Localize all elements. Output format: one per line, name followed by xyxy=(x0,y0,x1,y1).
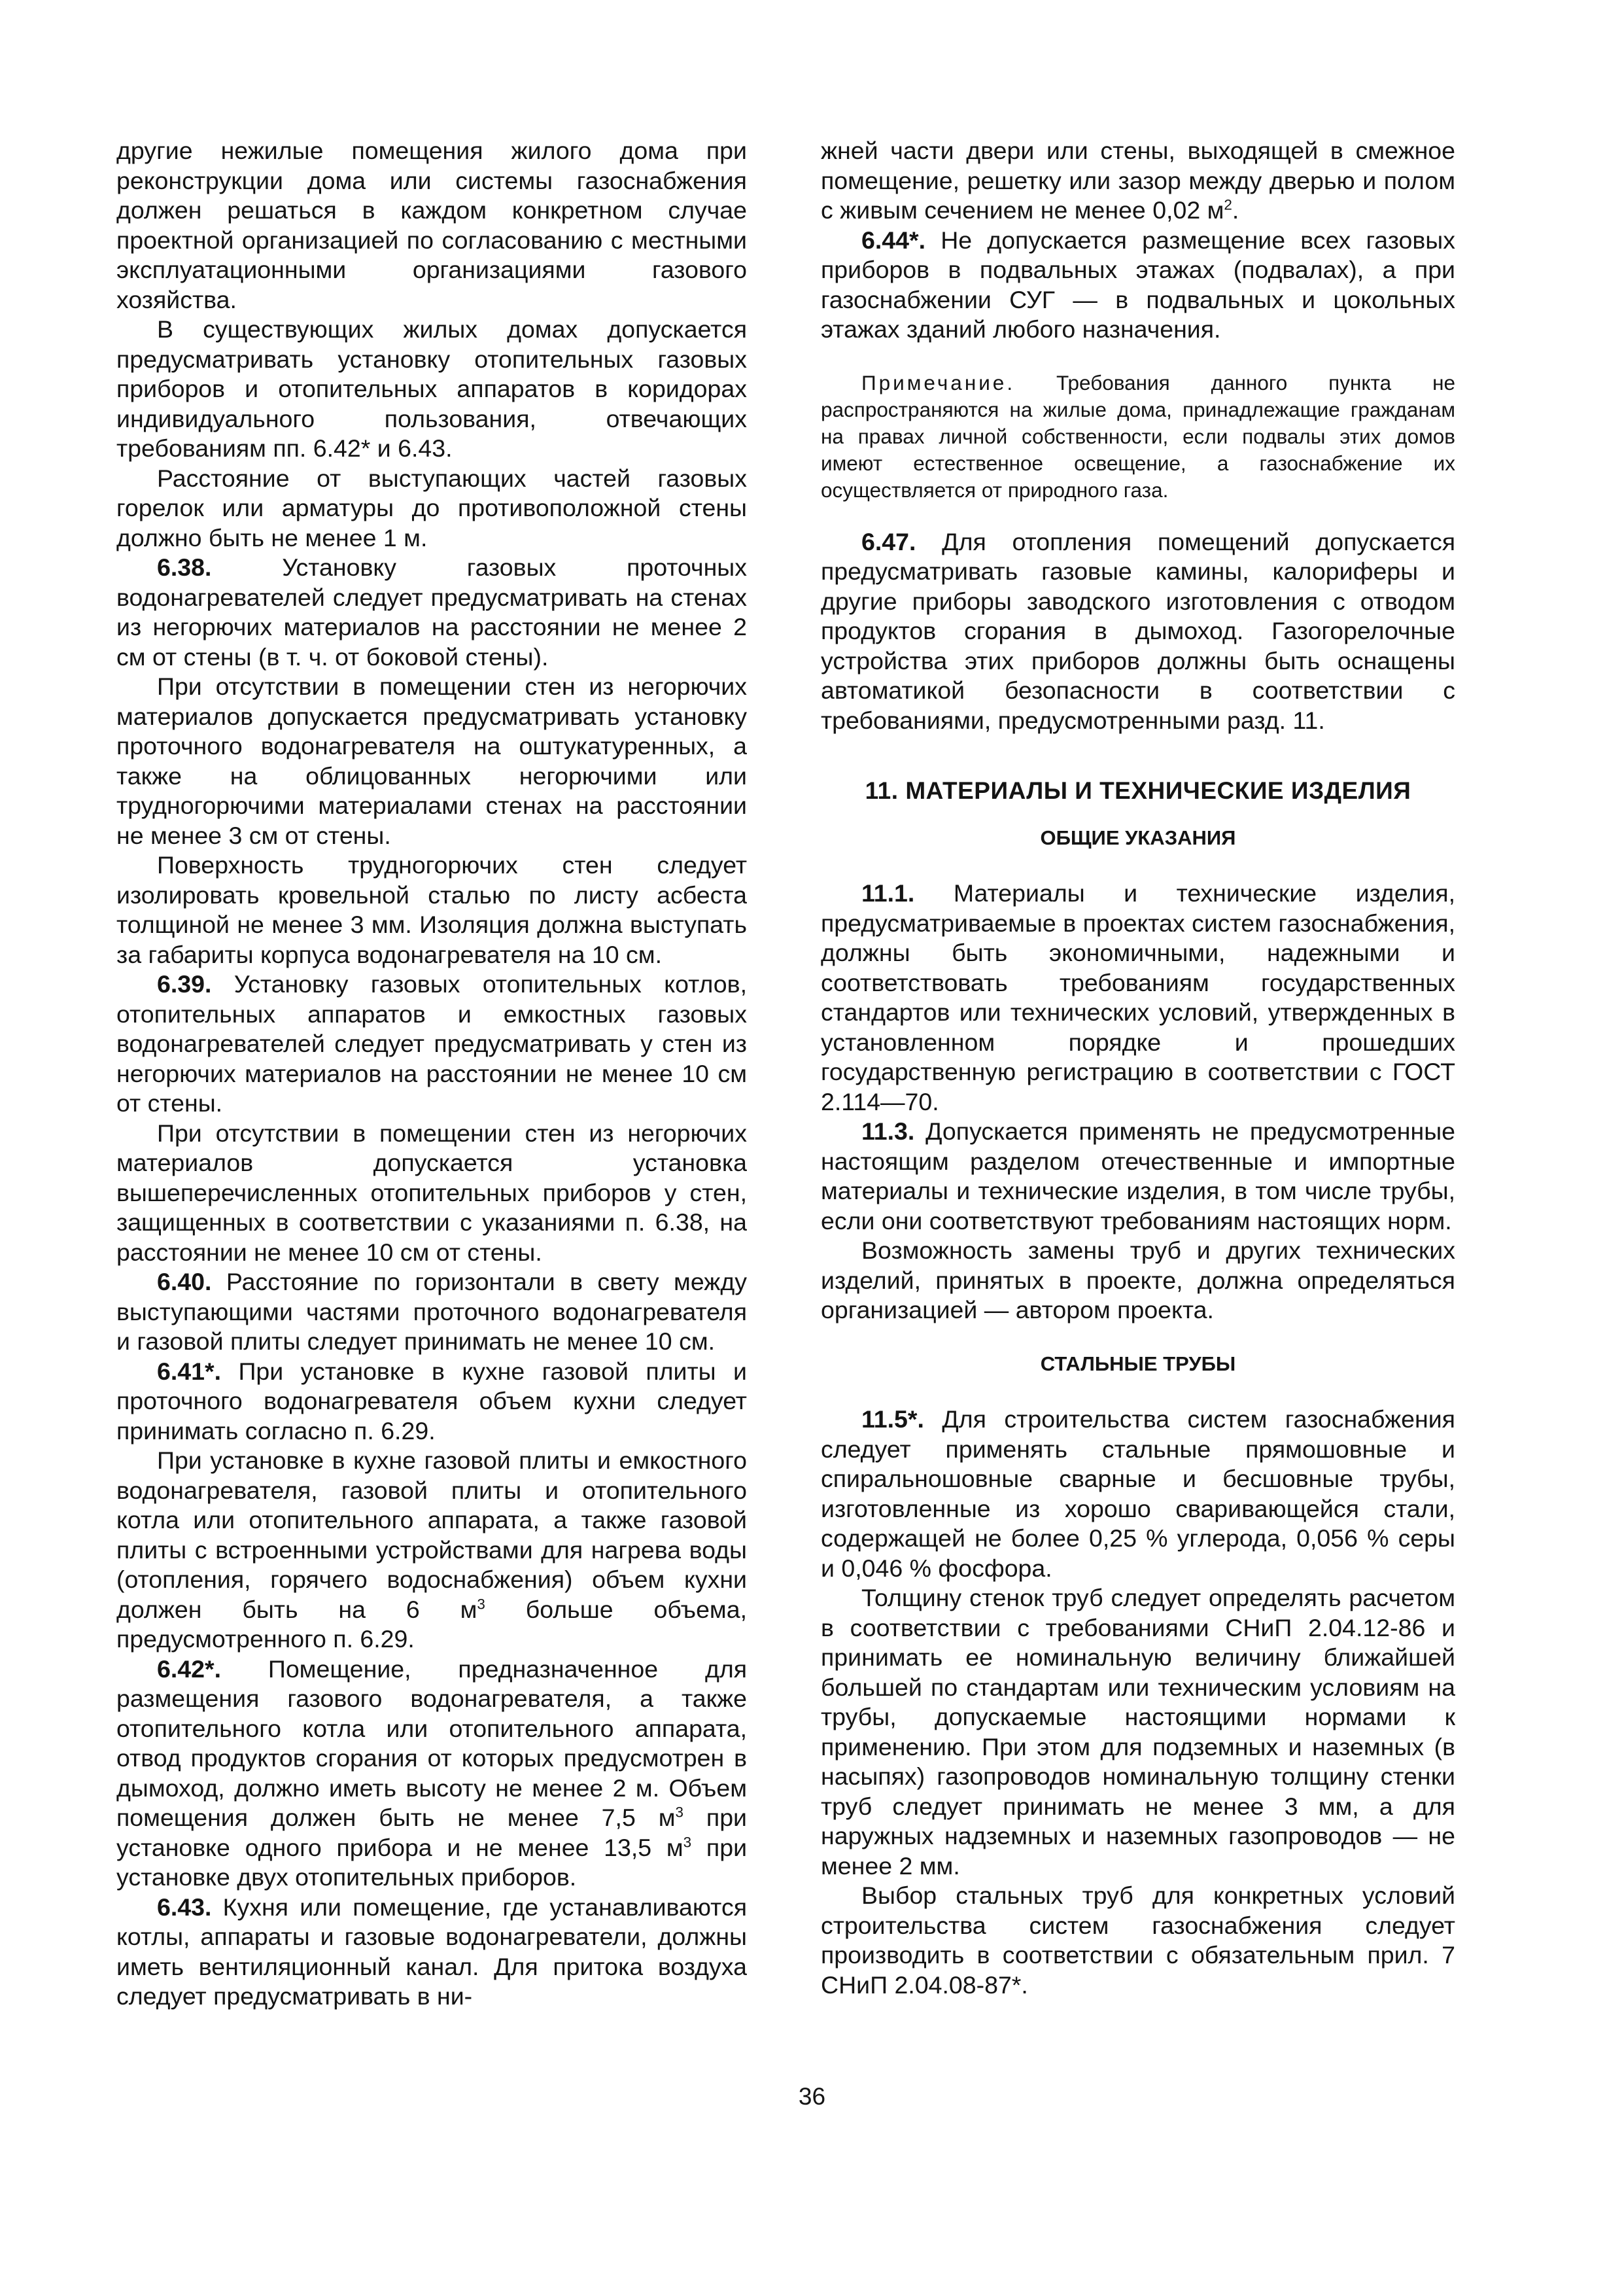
clause-number: 11.1. xyxy=(861,879,915,907)
right-column xyxy=(821,136,1455,2000)
clause-number: 11.5*. xyxy=(861,1405,924,1433)
clause-6-44: 6.44*. Не допускается размещение всех газовых приборов в подвальных этажах (подвалах), а при газоснабжении СУГ — в подвальных и цокольных этажах зданий любого назначения. xyxy=(821,226,1455,343)
clause-number: 6.43. xyxy=(157,1893,212,1921)
clause-number: 6.40. xyxy=(157,1268,212,1295)
clause-6-38: 6.38. Установку газовых проточных водонагревателей следует предусматривать на стенах из негорючих материалов на расстоянии не менее 2 см от стены (в т. ч. от боковой стены). xyxy=(116,553,747,671)
clause-6-39: 6.39. Установку газовых отопительных котлов, отопительных аппаратов и емкостных газовых водонагревателей следует предусматривать у стен из негорючих материалов на расстоянии не менее 10 см от стены. xyxy=(116,970,748,1117)
subsection-title: ОБЩИЕ УКАЗАНИЯ xyxy=(1040,826,1236,849)
clause-6-41: 6.41*. При установке в кухне газовой плиты и проточного водонагревателя объем кухни следует принимать согласно п. 6.29. xyxy=(116,1357,747,1445)
clause-11-3: 11.3. Допускается применять не предусмотренные настоящим разделом отечественные и импортные материалы и технические изделия, в том числе трубы, если они соответствуют требованиям настоящих норм. xyxy=(821,1117,1455,1235)
left-column xyxy=(116,136,747,2012)
page-number: 36 xyxy=(798,2083,826,2110)
paragraph: При отсутствии в помещении стен из негорючих материалов допускается предусматривать установку проточного водонагревателя на оштукатуренных, а также на облицованных негорючими или трудногорючими материалами стенах на расстоянии не менее 3 см от стены. xyxy=(116,673,747,849)
paragraph: Выбор стальных труб для конкретных условий строительства систем газоснабжения следует производить в соответствии с обязательным прил. 7 СНиП 2.04.08-87*. xyxy=(821,1882,1455,1999)
section-title: 11. МАТЕРИАЛЫ И ТЕХНИЧЕСКИЕ ИЗДЕЛИЯ xyxy=(865,777,1411,804)
clause-number: 6.39. xyxy=(157,970,212,998)
paragraph: другие нежилые помещения жилого дома при реконструкции дома или системы газоснабжения должен решаться в каждом конкретном случае проектной организацией по согласованию с местными эксплуатационными организациями газового хозяйства. xyxy=(116,137,747,313)
clause-11-1: 11.1. Материалы и технические изделия, предусматриваемые в проектах систем газоснабжения, должны быть экономичными, надежными и соответствовать требованиям государственных стандартов или технических условий, утвержденных в установленном порядке и прошедших государственную регистрацию в соответствии с ГОСТ 2.114—70. xyxy=(821,879,1456,1115)
clause-6-47: 6.47. Для отопления помещений допускается предусматривать газовые камины, калориферы и другие приборы заводского изготовления с отводом продуктов сгорания в дымоход. Газогорелочные устройства этих приборов должны быть оснащены автоматикой безопасности в соответствии с требованиями, предусмотренными разд. 11. xyxy=(821,527,1455,734)
note-label: Примечание. xyxy=(861,370,1016,394)
clause-6-43: 6.43. Кухня или помещение, где устанавливаются котлы, аппараты и газовые водонагреватели, должны иметь вентиляционный канал. Для притока воздуха следует предусматривать в ни- xyxy=(116,1893,747,2010)
paragraph: Возможность замены труб и других технических изделий, принятых в проекте, должна определяться организацией — автором проекта. xyxy=(821,1236,1455,1323)
paragraph: Поверхность трудногорючих стен следует изолировать кровельной сталью по листу асбеста толщиной не менее 3 мм. Изоляция должна выступать за габариты корпуса водонагревателя на 10 см. xyxy=(116,851,747,968)
paragraph: В существующих жилых домах допускается предусматривать установку отопительных газовых приборов и отопительных аппаратов в коридорах индивидуального пользования, отвечающих требованиям пп. 6.42* и 6.43. xyxy=(116,315,747,462)
paragraph: Толщину стенок труб следует определять расчетом в соответствии с требованиями СНиП 2.04.12-86 и принимать ее номинальную величину ближайшей большей по стандартам или техническим условиям на трубы, допускаемые настоящими нормами к применению. При этом для подземных и наземных (в насыпях) газопроводов номинальную толщину стенки труб следует принимать не менее 3 мм, а для наружных надземных и наземных газопроводов — не менее 2 мм. xyxy=(821,1584,1455,1880)
clause-11-5: 11.5*. Для строительства систем газоснабжения следует применять стальные прямошовные и спиральношовные сварные и бесшовные трубы, изготовленные из хорошо сваривающейся стали, содержащей не более 0,25 % углерода, 0,056 % серы и 0,046 % фосфора. xyxy=(821,1405,1455,1582)
clause-number: 6.41*. xyxy=(157,1357,221,1385)
clause-number: 6.38. xyxy=(157,553,212,581)
clause-number: 11.3. xyxy=(861,1117,915,1145)
clause-number: 6.44*. xyxy=(861,226,925,254)
clause-number: 6.47. xyxy=(861,527,916,555)
clause-number: 6.42*. xyxy=(157,1655,221,1683)
paragraph: При установке в кухне газовой плиты и емкостного водонагревателя, газовой плиты и отопительного котла или отопительного аппарата, а также газовой плиты с встроенными устройствами для нагрева воды (отопления, горячего водоснабжения) объем кухни должен быть на 6 $м^3$ больше объема, предусмотренного п. 6.29. xyxy=(116,1446,747,1653)
paragraph: При отсутствии в помещении стен из негорючих материалов допускается установка вышеперечисленных отопительных приборов у стен, защищенных в соответствии с указаниями п. 6.38, на расстоянии не менее 10 см от стены. xyxy=(116,1119,747,1266)
note: Примечание. Требования данного пункта не распространяются на жилые дома, принадлежащие гражданам на правах личной собственности, если подвалы этих домов имеют естественное освещение, а газоснабжение их осуществляется от природного газа. xyxy=(821,370,1455,502)
subsection-title: СТАЛЬНЫЕ ТРУБЫ xyxy=(1040,1352,1236,1375)
paragraph: жней части двери или стены, выходящей в смежное помещение, решетку или зазор между дверью и полом с живым сечением не менее 0,02 $м^2$. xyxy=(821,137,1455,224)
paragraph: Расстояние от выступающих частей газовых горелок или арматуры до противоположной стены должно быть не менее 1 м. xyxy=(116,464,747,552)
clause-6-40: 6.40. Расстояние по горизонтали в свету между выступающими частями проточного водонагревателя и газовой плиты следует принимать не менее 10 см. xyxy=(116,1268,747,1355)
clause-6-42: 6.42*. Помещение, предназначенное для размещения газового водонагревателя, а также отопительного котла или отопительного аппарата, отвод продуктов сгорания от которых предусмотрен в дымоход, должно иметь высоту не менее 2 м. Объем помещения должен быть не менее 7,5 $м^3$ при установке одного прибора и не менее 13,5 $м^3$ при установке двух отопительных приборов. xyxy=(116,1655,748,1891)
